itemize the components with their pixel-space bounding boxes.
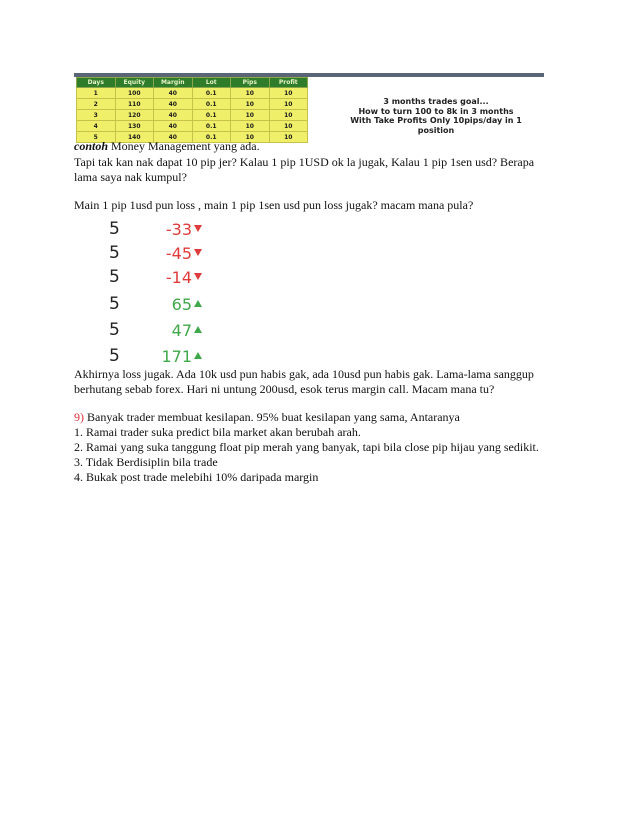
table-cell: 10	[231, 110, 270, 121]
table-cell: 40	[154, 121, 193, 132]
pip-row	[74, 320, 224, 342]
table-cell: 130	[115, 121, 154, 132]
table-cell: 3	[77, 110, 116, 121]
table-cell: 1	[77, 88, 116, 99]
table-cell: 120	[115, 110, 154, 121]
table-header-cell: Pips	[231, 78, 270, 88]
pip-value: -14	[165, 268, 192, 287]
table-cell: 10	[269, 121, 308, 132]
table-cell: 10	[269, 99, 308, 110]
table-header-row	[77, 78, 308, 88]
table-cell: 5	[77, 132, 116, 143]
table-header-cell: Equity	[115, 78, 154, 88]
table-row	[77, 121, 308, 132]
money-management-table	[76, 77, 308, 143]
list-item: 1. Ramai trader suka predict bila market akan berubah arah.	[74, 425, 361, 439]
table-header-cell: Margin	[154, 78, 193, 88]
table-cell: 0.1	[192, 132, 231, 143]
table-cell: 110	[115, 99, 154, 110]
table-header-cell: Days	[77, 78, 116, 88]
table-header-cell: Lot	[192, 78, 231, 88]
pip-value: 47	[171, 321, 192, 340]
pip-row	[74, 267, 224, 289]
up-arrow-icon	[194, 300, 202, 307]
table-cell: 0.1	[192, 88, 231, 99]
caption-emphasis: contoh	[74, 139, 109, 153]
goal-text	[336, 97, 536, 135]
table-cell: 0.1	[192, 99, 231, 110]
goal-line: How to turn 100 to 8k in 3 months	[358, 106, 514, 116]
pip-count: 5	[109, 219, 120, 239]
goal-line: position	[417, 125, 455, 135]
table-cell: 0.1	[192, 110, 231, 121]
down-arrow-icon	[194, 225, 202, 232]
paragraph-1-line-2: lama saya nak kumpul?	[74, 170, 187, 184]
pip-count: 5	[109, 320, 120, 340]
down-arrow-icon	[194, 249, 202, 256]
goal-line: With Take Profits Only 10pips/day in 1	[350, 116, 522, 125]
paragraph-3-line-2: berhutang sebab forex. Hari ni untung 200usd, esok terus margin call. Macam mana tu?	[74, 382, 495, 396]
table-cell: 0.1	[192, 121, 231, 132]
pip-value: -45	[165, 244, 192, 263]
up-arrow-icon	[194, 326, 202, 333]
pip-row	[74, 219, 224, 241]
pip-results-figure	[74, 217, 224, 367]
table-cell: 4	[77, 121, 116, 132]
pip-count: 5	[109, 243, 120, 263]
pip-row	[74, 294, 224, 316]
paragraph-2: Main 1 pip 1usd pun loss , main 1 pip 1sen usd pun loss jugak? macam mana pula?	[74, 198, 474, 212]
down-arrow-icon	[194, 273, 202, 280]
pip-row	[74, 243, 224, 265]
table-header-cell: Profit	[269, 78, 308, 88]
table-row	[77, 88, 308, 99]
section-9-heading	[74, 410, 460, 425]
pip-count: 5	[109, 294, 120, 314]
table-cell: 10	[231, 88, 270, 99]
table-cell: 140	[115, 132, 154, 143]
table-cell: 10	[231, 99, 270, 110]
pip-value: 171	[161, 347, 192, 366]
pip-value: -33	[165, 220, 192, 239]
caption-text: Money Management yang ada.	[108, 139, 260, 153]
pip-value: 65	[171, 295, 192, 314]
pip-count: 5	[109, 346, 120, 366]
table-cell: 10	[269, 110, 308, 121]
money-management-figure	[74, 73, 544, 140]
table-cell: 40	[154, 110, 193, 121]
table-cell: 40	[154, 88, 193, 99]
figure-caption	[74, 139, 260, 154]
pip-count: 5	[109, 267, 120, 287]
goal-line: 3 months trades goal...	[383, 97, 489, 106]
table-cell: 2	[77, 99, 116, 110]
table-cell: 100	[115, 88, 154, 99]
table-cell: 10	[231, 121, 270, 132]
paragraph-1-line-1: Tapi tak kan nak dapat 10 pip jer? Kalau 1 pip 1USD ok la jugak, Kalau 1 pip 1sen usd? Berapa	[74, 155, 535, 169]
pip-row	[74, 346, 224, 368]
table-cell: 40	[154, 132, 193, 143]
section-number: 9)	[74, 410, 84, 424]
list-item: 3. Tidak Berdisiplin bila trade	[74, 455, 218, 469]
up-arrow-icon	[194, 352, 202, 359]
list-item: 4. Bukak post trade melebihi 10% daripada margin	[74, 470, 319, 484]
table-cell: 10	[269, 132, 308, 143]
table-row	[77, 110, 308, 121]
table-row	[77, 99, 308, 110]
section-heading-text: Banyak trader membuat kesilapan. 95% buat kesilapan yang sama, Antaranya	[84, 410, 460, 424]
table-cell: 40	[154, 99, 193, 110]
list-item: 2. Ramai yang suka tanggung float pip merah yang banyak, tapi bila close pip hijau yang sedikit.	[74, 440, 539, 454]
paragraph-3-line-1: Akhirnya loss jugak. Ada 10k usd pun habis gak, ada 10usd pun habis gak. Lama-lama sanggup	[74, 367, 534, 381]
table-cell: 10	[269, 88, 308, 99]
table-cell: 10	[231, 132, 270, 143]
